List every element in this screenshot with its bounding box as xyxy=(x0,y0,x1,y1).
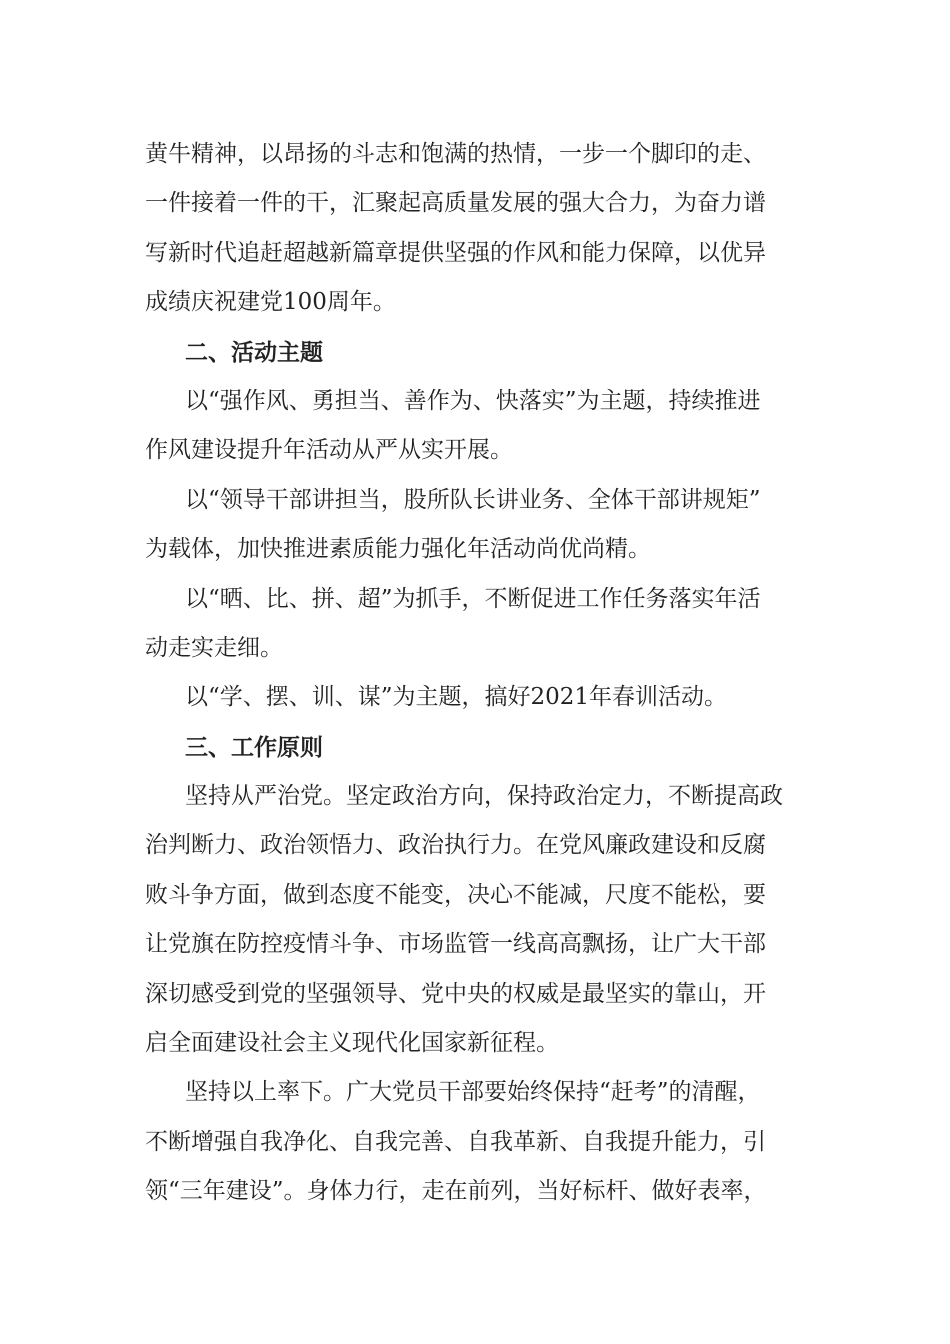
text-line: 坚持以上率下。广大党员干部要始终保持“赶考”的清醒， xyxy=(185,1079,761,1106)
text-line: 深切感受到党的坚强领导、党中央的权威是最坚实的靠山，开 xyxy=(145,980,766,1007)
text-line: 坚持从严治党。坚定政治方向，保持政治定力，不断提高政 xyxy=(185,783,783,810)
text-line: 作风建设提升年活动从严从实开展。 xyxy=(145,437,513,464)
text-line: 黄牛精神，以昂扬的斗志和饱满的热情，一步一个脚印的走、 xyxy=(145,141,766,167)
text-line: 启全面建设社会主义现代化国家新征程。 xyxy=(145,1030,559,1057)
text-line: 败斗争方面，做到态度不能变，决心不能减，尺度不能松，要 xyxy=(145,881,766,908)
text-line: 为载体，加快推进素质能力强化年活动尚优尚精。 xyxy=(145,536,651,563)
text-line: 不断增强自我净化、自我完善、自我革新、自我提升能力，引 xyxy=(145,1128,766,1155)
text-line: 写新时代追赶超越新篇章提供坚强的作风和能力保障，以优异 xyxy=(145,239,766,266)
document-body xyxy=(145,130,810,1217)
text-line: 治判断力、政治领悟力、政治执行力。在党风廉政建设和反腐 xyxy=(145,832,766,859)
text-line: 动走实走细。 xyxy=(145,634,283,661)
text-line: 以“领导干部讲担当，股所队长讲业务、全体干部讲规矩” xyxy=(185,486,761,513)
text-line: 以“晒、比、拼、超”为抓手，不断促进工作任务落实年活 xyxy=(185,585,761,612)
section-heading: 二、活动主题 xyxy=(185,338,323,366)
text-line: 一件接着一件的干，汇聚起高质量发展的强大合力，为奋力谱 xyxy=(145,190,766,217)
text-line: 领“三年建设”。身体力行，走在前列，当好标杆、做好表率， xyxy=(145,1178,767,1205)
text-line: 让党旗在防控疫情斗争、市场监管一线高高飘扬，让广大干部 xyxy=(145,931,766,958)
text-line: 成绩庆祝建党100周年。 xyxy=(145,289,396,316)
section-heading: 三、工作原则 xyxy=(185,733,323,761)
text-line: 以“强作风、勇担当、善作为、快落实”为主题，持续推进 xyxy=(185,387,761,414)
text-line: 以“学、摆、训、谋”为主题，搞好2021年春训活动。 xyxy=(185,684,728,711)
